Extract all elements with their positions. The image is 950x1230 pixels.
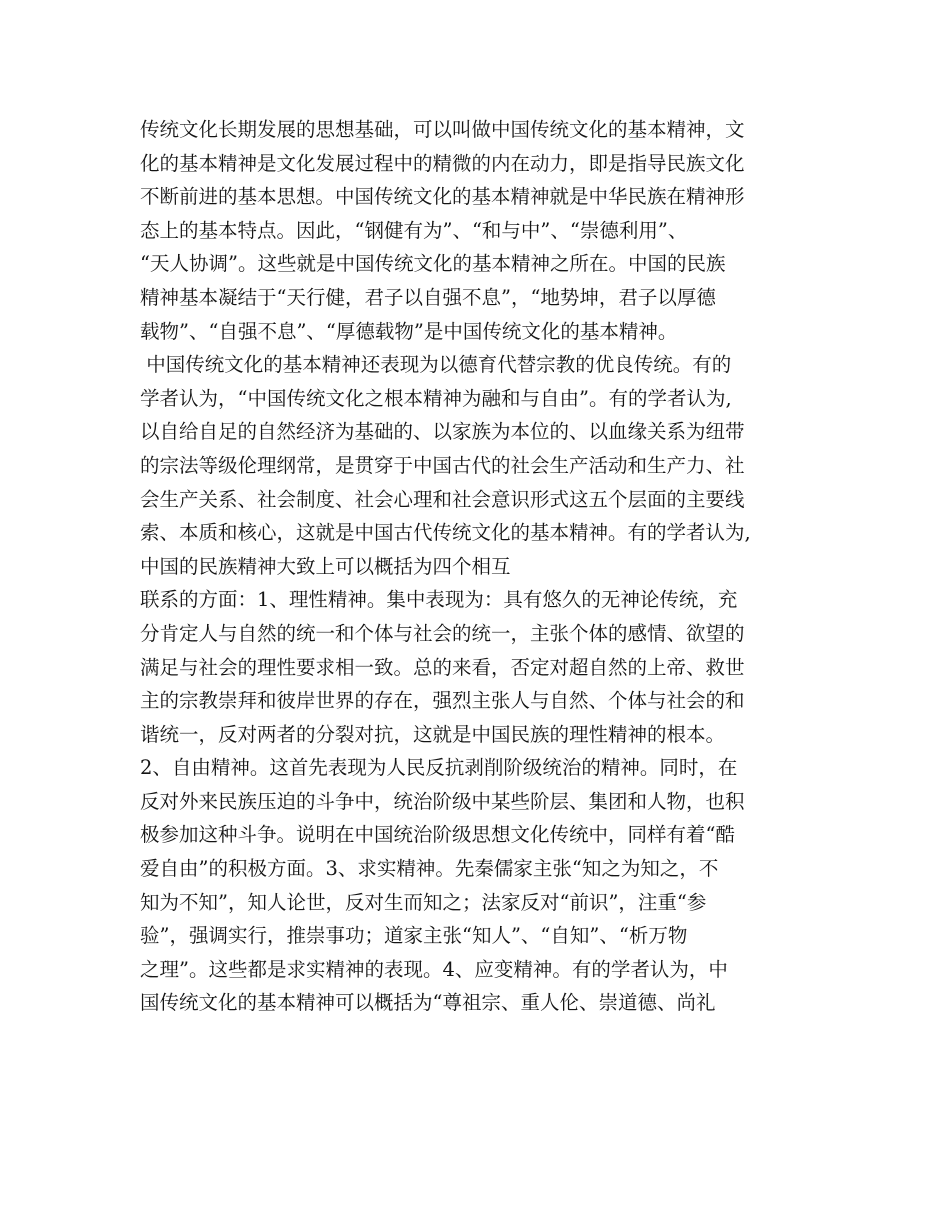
- text-line: 之理”。这些都是求实精神的表现。4、应变精神。有的学者认为，中: [140, 957, 728, 981]
- text-line: 载物”、“自强不息”、“厚德载物”是中国传统文化的基本精神。: [140, 319, 678, 343]
- text-line: 满足与社会的理性要求相一致。总的来看，否定对超自然的上帝、救世: [140, 655, 745, 679]
- text-line: 以自给自足的自然经济为基础的、以家族为本位的、以血缘关系为纽带: [140, 420, 745, 444]
- text-line: 传统文化长期发展的思想基础，可以叫做中国传统文化的基本精神，文: [140, 118, 745, 141]
- text-line: 知为不知”，知人论世，反对生而知之；法家反对“前识”，注重“参: [140, 890, 707, 914]
- text-line: 学者认为，“中国传统文化之根本精神为融和与自由”。有的学者认为,: [140, 386, 732, 410]
- text-line: 的宗法等级伦理纲常，是贯穿于中国古代的社会生产活动和生产力、社: [140, 453, 745, 477]
- text-line: 反对外来民族压迫的斗争中，统治阶级中某些阶层、集团和人物，也积: [140, 789, 745, 813]
- text-line: 谐统一，反对两者的分裂对抗，这就是中国民族的理性精神的根本。: [140, 722, 726, 746]
- text-line: 分肯定人与自然的统一和个体与社会的统一，主张个体的感情、欲望的: [140, 621, 745, 645]
- text-line: 精神基本凝结于“天行健，君子以自强不息”，“地势坤，君子以厚德: [140, 285, 716, 309]
- text-line: 不断前进的基本思想。中国传统文化的基本精神就是中华民族在精神形: [140, 185, 745, 209]
- text-line: 中国的民族精神大致上可以概括为四个相互: [140, 554, 511, 578]
- text-line: 化的基本精神是文化发展过程中的精微的内在动力，即是指导民族文化: [140, 151, 745, 175]
- text-line: 中国传统文化的基本精神还表现为以德育代替宗教的优良传统。有的: [140, 353, 732, 377]
- text-line: 索、本质和核心，这就是中国古代传统文化的基本精神。有的学者认为,: [140, 521, 751, 545]
- text-line: 国传统文化的基本精神可以概括为“尊祖宗、重人伦、崇道德、尚礼: [140, 991, 716, 1015]
- text-line: 2、自由精神。这首先表现为人民反抗剥削阶级统治的精神。同时，在: [140, 756, 738, 780]
- text-line: 联系的方面：1、理性精神。集中表现为：具有悠久的无神论传统，充: [140, 588, 738, 612]
- text-line: 爱自由”的积极方面。3、求实精神。先秦儒家主张“知之为知之，不: [140, 857, 719, 881]
- text-line: 态上的基本特点。因此，“钢健有为”、“和与中”、“崇德利用”、: [140, 218, 688, 242]
- body-text: [140, 113, 820, 1020]
- text-line: 会生产关系、社会制度、社会心理和社会意识形式这五个层面的主要线: [140, 487, 745, 511]
- text-line: 验”，强调实行，推崇事功；道家主张“知人”、“自知”、“析万物: [140, 924, 688, 948]
- text-line: 极参加这种斗争。说明在中国统治阶级思想文化传统中，同样有着“酷: [140, 823, 735, 847]
- text-line: 主的宗教崇拜和彼岸世界的存在，强烈主张人与自然、个体与社会的和: [140, 689, 745, 713]
- text-line: “天人协调”。这些就是中国传统文化的基本精神之所在。中国的民族: [140, 252, 726, 276]
